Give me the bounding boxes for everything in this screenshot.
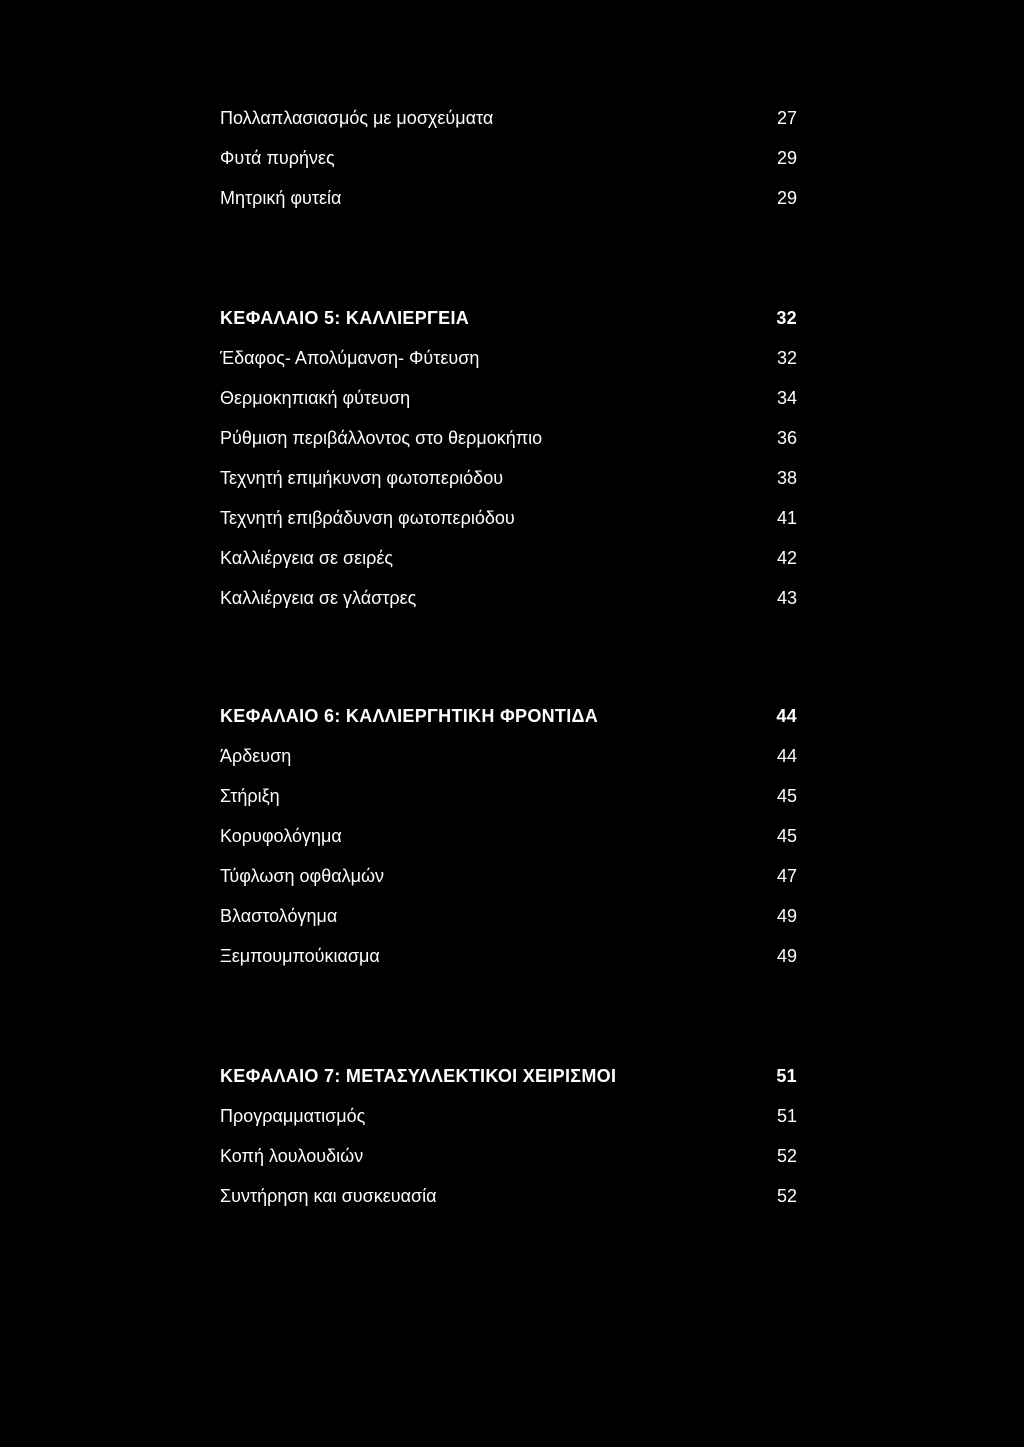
toc-entry (220, 423, 797, 453)
chapter-title: ΚΕΦΑΛΑΙΟ 7: ΜΕΤΑΣΥΛΛΕΚΤΙΚΟΙ ΧΕΙΡΙΣΜΟΙ (220, 1066, 617, 1086)
chapter-heading (220, 303, 797, 333)
entry-page: 43 (776, 588, 797, 608)
entry-title: Συντήρηση και συσκευασία (220, 1186, 437, 1206)
entry-title: Καλλιέργεια σε σειρές (220, 548, 394, 568)
chapter-page: 32 (776, 308, 797, 328)
toc-entry (220, 143, 797, 173)
entry-page: 36 (776, 428, 797, 448)
entry-title: Κοπή λουλουδιών (220, 1146, 364, 1166)
entry-title: Καλλιέργεια σε γλάστρες (220, 588, 417, 608)
toc-entry (220, 543, 797, 573)
toc-entry (220, 781, 797, 811)
entry-page: 29 (776, 188, 797, 208)
chapter-heading (220, 701, 797, 731)
entry-page: 27 (776, 108, 797, 128)
chapter-page: 51 (776, 1066, 797, 1086)
entry-title: Πολλαπλασιασμός με μοσχεύματα (220, 108, 494, 128)
toc-entry (220, 901, 797, 931)
entry-page: 34 (776, 388, 797, 408)
chapter-heading (220, 1061, 797, 1091)
entry-title: Βλαστολόγημα (220, 906, 338, 926)
toc-entry (220, 941, 797, 971)
toc-entry (220, 583, 797, 613)
toc-entry (220, 383, 797, 413)
entry-title: Άρδευση (220, 746, 292, 766)
toc-entry (220, 821, 797, 851)
entry-title: Θερμοκηπιακή φύτευση (220, 388, 411, 408)
entry-title: Τύφλωση οφθαλμών (220, 866, 385, 886)
entry-page: 52 (776, 1146, 797, 1166)
toc-entry (220, 1141, 797, 1171)
entry-title: Τεχνητή επιβράδυνση φωτοπεριόδου (220, 508, 515, 528)
entry-page: 49 (776, 906, 797, 926)
entry-title: Προγραμματισμός (220, 1106, 366, 1126)
entry-page: 32 (776, 348, 797, 368)
toc-entry (220, 1181, 797, 1211)
entry-page: 45 (776, 786, 797, 806)
toc-entry (220, 861, 797, 891)
toc-entry (220, 183, 797, 213)
toc-entry (220, 463, 797, 493)
entry-page: 51 (776, 1106, 797, 1126)
toc-entry (220, 503, 797, 533)
entry-page: 29 (776, 148, 797, 168)
entry-page: 38 (776, 468, 797, 488)
entry-title: Κορυφολόγημα (220, 826, 342, 846)
entry-page: 42 (776, 548, 797, 568)
entry-title: Στήριξη (220, 786, 280, 806)
entry-title: Έδαφος- Απολύμανση- Φύτευση (220, 348, 480, 368)
entry-title: Ρύθμιση περιβάλλοντος στο θερμοκήπιο (220, 428, 543, 448)
entry-title: Τεχνητή επιμήκυνση φωτοπεριόδου (220, 468, 504, 488)
entry-page: 52 (776, 1186, 797, 1206)
chapter-title: ΚΕΦΑΛΑΙΟ 6: ΚΑΛΛΙΕΡΓΗΤΙΚΗ ΦΡΟΝΤΙΔΑ (220, 706, 599, 726)
chapter-title: ΚΕΦΑΛΑΙΟ 5: ΚΑΛΛΙΕΡΓΕΙΑ (220, 308, 470, 328)
entry-page: 49 (776, 946, 797, 966)
toc-entry (220, 741, 797, 771)
toc-entry (220, 1101, 797, 1131)
entry-page: 41 (776, 508, 797, 528)
chapter-page: 44 (776, 706, 797, 726)
toc-entry (220, 343, 797, 373)
entry-title: Μητρική φυτεία (220, 188, 342, 208)
entry-page: 45 (776, 826, 797, 846)
entry-title: Φυτά πυρήνες (220, 148, 335, 168)
entry-page: 44 (776, 746, 797, 766)
toc-entry (220, 103, 797, 133)
entry-title: Ξεμπουμπούκιασμα (220, 946, 380, 966)
entry-page: 47 (776, 866, 797, 886)
